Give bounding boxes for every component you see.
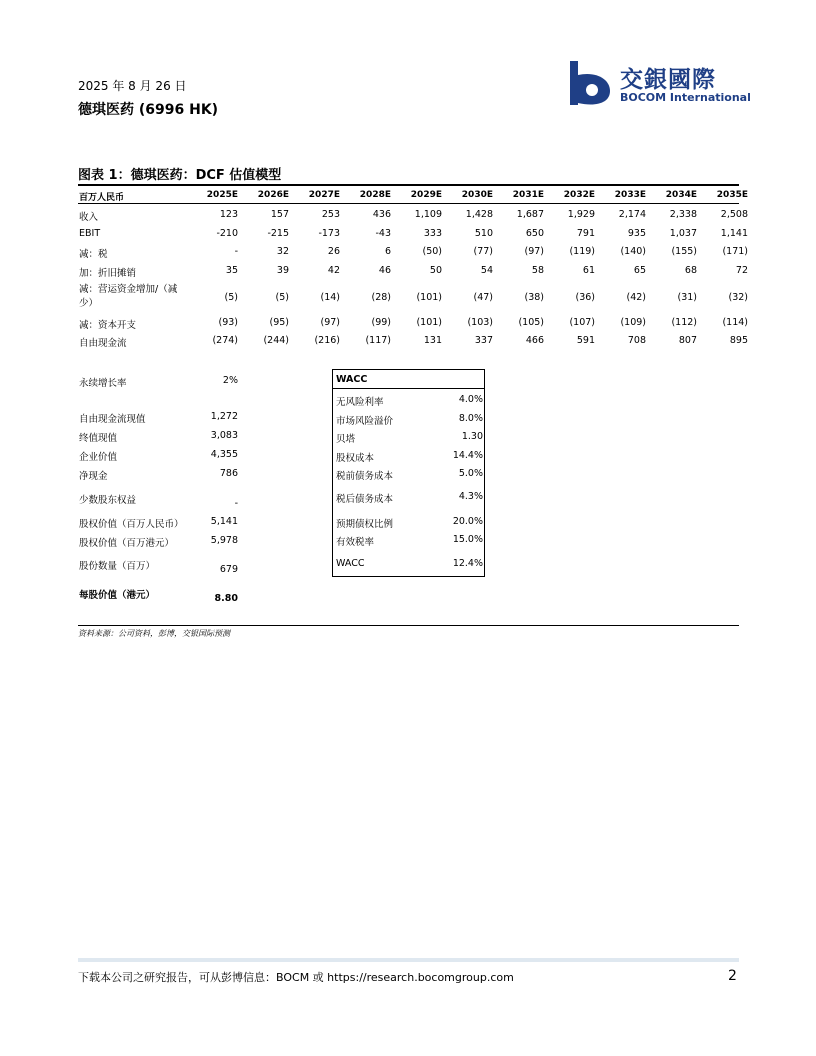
wacc-value: 4.0%	[458, 394, 483, 405]
header-rule	[78, 203, 739, 204]
valuation-label: 股权价值（百万港元）	[79, 538, 175, 549]
valuation-label: 少数股东权益	[79, 495, 137, 506]
table-cell: 1,687	[516, 209, 544, 220]
table-cell: 510	[474, 228, 493, 239]
table-cell: 68	[684, 265, 697, 276]
table-cell: (216)	[314, 335, 340, 346]
table-cell: 65	[633, 265, 646, 276]
valuation-value: 2%	[222, 375, 238, 386]
table-cell: 72	[735, 265, 748, 276]
report-date: 2025 年 8 月 26 日	[78, 79, 187, 93]
year-header: 2028E	[359, 190, 391, 200]
table-cell: 1,428	[465, 209, 493, 220]
bocom-logo-icon	[568, 57, 614, 109]
exhibit-title: 图表 1：德琪医药：DCF 估值模型	[78, 168, 282, 183]
table-cell: 2,508	[720, 209, 748, 220]
table-cell: 61	[582, 265, 595, 276]
table-cell: (274)	[212, 335, 238, 346]
wacc-header-rule	[333, 388, 484, 389]
year-header: 2025E	[206, 190, 238, 200]
table-cell: 333	[423, 228, 442, 239]
table-cell: (114)	[722, 317, 748, 328]
table-cell: (5)	[224, 292, 238, 303]
valuation-value: 786	[219, 468, 238, 479]
valuation-value: 1,272	[210, 411, 238, 422]
valuation-label: 终值现值	[79, 433, 118, 444]
table-cell: (107)	[569, 317, 595, 328]
table-cell: (95)	[269, 317, 289, 328]
row-label: 收入	[79, 212, 99, 223]
year-header: 2027E	[308, 190, 340, 200]
row-label: 自由现金流	[79, 338, 127, 349]
page-number: 2	[728, 968, 737, 984]
year-header: 2029E	[410, 190, 442, 200]
table-cell: (32)	[728, 292, 748, 303]
wacc-value: 15.0%	[452, 534, 483, 545]
footer-text: 下载本公司之研究报告，可从彭博信息：BOCM 或 https://research.bocomgroup.com	[78, 971, 514, 984]
valuation-value: 4,355	[210, 449, 238, 460]
table-cell: (97)	[524, 246, 544, 257]
table-cell: (117)	[365, 335, 391, 346]
table-cell: (99)	[371, 317, 391, 328]
year-header: 2034E	[665, 190, 697, 200]
wacc-label: 市场风险溢价	[336, 416, 394, 427]
table-cell: -173	[318, 228, 340, 239]
table-cell: -43	[375, 228, 391, 239]
table-cell: (97)	[320, 317, 340, 328]
table-cell: (93)	[218, 317, 238, 328]
table-cell: (14)	[320, 292, 340, 303]
valuation-label: 股权价值（百万人民币）	[79, 519, 184, 530]
wacc-label: 股权成本	[336, 453, 375, 464]
table-cell: (140)	[620, 246, 646, 257]
table-cell: 123	[219, 209, 238, 220]
company-title: 德琪医药 (6996 HK)	[78, 102, 219, 118]
year-header: 2033E	[614, 190, 646, 200]
table-cell: -	[234, 246, 238, 257]
table-cell: 807	[678, 335, 697, 346]
table-cell: 791	[576, 228, 595, 239]
row-label: 加：折旧摊销	[79, 268, 137, 279]
logo-en-text: BOCOM International	[620, 91, 751, 104]
valuation-value: 679	[219, 564, 238, 575]
table-cell: 466	[525, 335, 544, 346]
table-cell: (109)	[620, 317, 646, 328]
year-header: 2032E	[563, 190, 595, 200]
valuation-label: 每股价值（港元）	[79, 590, 156, 601]
table-cell: 131	[423, 335, 442, 346]
table-cell: 6	[384, 246, 391, 257]
bottom-rule	[78, 625, 739, 626]
table-cell: (101)	[416, 317, 442, 328]
valuation-value: 8.80	[214, 593, 238, 604]
wacc-label: 税前债务成本	[336, 471, 394, 482]
table-cell: -210	[216, 228, 238, 239]
table-cell: 650	[525, 228, 544, 239]
table-cell: (38)	[524, 292, 544, 303]
table-cell: (155)	[671, 246, 697, 257]
table-cell: 50	[429, 265, 442, 276]
wacc-value: 5.0%	[458, 468, 483, 479]
table-cell: (77)	[473, 246, 493, 257]
unit-label: 百万人民币	[79, 193, 125, 203]
valuation-label: 自由现金流现值	[79, 414, 146, 425]
wacc-value: 12.4%	[452, 558, 483, 569]
table-cell: 436	[372, 209, 391, 220]
table-cell: 935	[627, 228, 646, 239]
wacc-label: 无风险利率	[336, 397, 384, 408]
logo-cn-text: 交銀國際	[620, 67, 716, 93]
table-cell: 54	[480, 265, 493, 276]
wacc-label: 预期债权比例	[336, 519, 394, 530]
table-cell: 895	[729, 335, 748, 346]
row-label: EBIT	[79, 228, 101, 239]
table-cell: (5)	[275, 292, 289, 303]
table-cell: 26	[327, 246, 340, 257]
table-cell: 1,037	[669, 228, 697, 239]
valuation-label: 企业价值	[79, 452, 118, 463]
table-cell: (244)	[263, 335, 289, 346]
table-cell: 337	[474, 335, 493, 346]
table-cell: 39	[276, 265, 289, 276]
table-cell: 1,141	[720, 228, 748, 239]
valuation-value: 5,141	[210, 516, 238, 527]
wacc-label: 贝塔	[336, 434, 356, 445]
source-note: 资料来源：公司资料，彭博，交银国际预测	[78, 629, 230, 638]
wacc-box	[332, 369, 485, 577]
wacc-value: 4.3%	[458, 491, 483, 502]
wacc-label: WACC	[336, 558, 365, 569]
table-cell: (36)	[575, 292, 595, 303]
table-cell: (112)	[671, 317, 697, 328]
table-cell: (101)	[416, 292, 442, 303]
table-cell: 58	[531, 265, 544, 276]
table-cell: (47)	[473, 292, 493, 303]
wacc-value: 8.0%	[458, 413, 483, 424]
table-cell: 1,109	[414, 209, 442, 220]
table-cell: (119)	[569, 246, 595, 257]
table-cell: 42	[327, 265, 340, 276]
valuation-value: -	[234, 498, 238, 509]
valuation-value: 5,978	[210, 535, 238, 546]
valuation-label: 股份数量（百万）	[79, 561, 156, 572]
table-cell: 32	[276, 246, 289, 257]
wacc-value: 20.0%	[452, 516, 483, 527]
table-cell: 1,929	[567, 209, 595, 220]
table-cell: (28)	[371, 292, 391, 303]
bocom-logo	[568, 57, 751, 109]
table-cell: (105)	[518, 317, 544, 328]
year-header: 2031E	[512, 190, 544, 200]
table-cell: (171)	[722, 246, 748, 257]
table-cell: 157	[270, 209, 289, 220]
footer-bar	[78, 958, 739, 962]
year-header: 2035E	[716, 190, 748, 200]
row-label: 减：营运资金增加/（减少）	[79, 284, 178, 309]
valuation-label: 净现金	[79, 471, 108, 482]
wacc-value: 14.4%	[452, 450, 483, 461]
valuation-label: 永续增长率	[79, 378, 127, 389]
table-cell: 708	[627, 335, 646, 346]
table-cell: 2,338	[669, 209, 697, 220]
table-cell: 2,174	[618, 209, 646, 220]
wacc-value: 1.30	[461, 431, 483, 442]
table-cell: (31)	[677, 292, 697, 303]
wacc-title: WACC	[336, 374, 368, 385]
wacc-label: 有效税率	[336, 537, 375, 548]
row-label: 减：税	[79, 249, 108, 260]
valuation-value: 3,083	[210, 430, 238, 441]
table-cell: (42)	[626, 292, 646, 303]
table-cell: (103)	[467, 317, 493, 328]
table-cell: 46	[378, 265, 391, 276]
table-cell: 35	[225, 265, 238, 276]
year-header: 2026E	[257, 190, 289, 200]
table-cell: (50)	[422, 246, 442, 257]
table-cell: -215	[267, 228, 289, 239]
year-header: 2030E	[461, 190, 493, 200]
wacc-label: 税后债务成本	[336, 494, 394, 505]
top-rule	[78, 184, 739, 186]
table-cell: 591	[576, 335, 595, 346]
table-cell: 253	[321, 209, 340, 220]
row-label: 减：资本开支	[79, 320, 137, 331]
